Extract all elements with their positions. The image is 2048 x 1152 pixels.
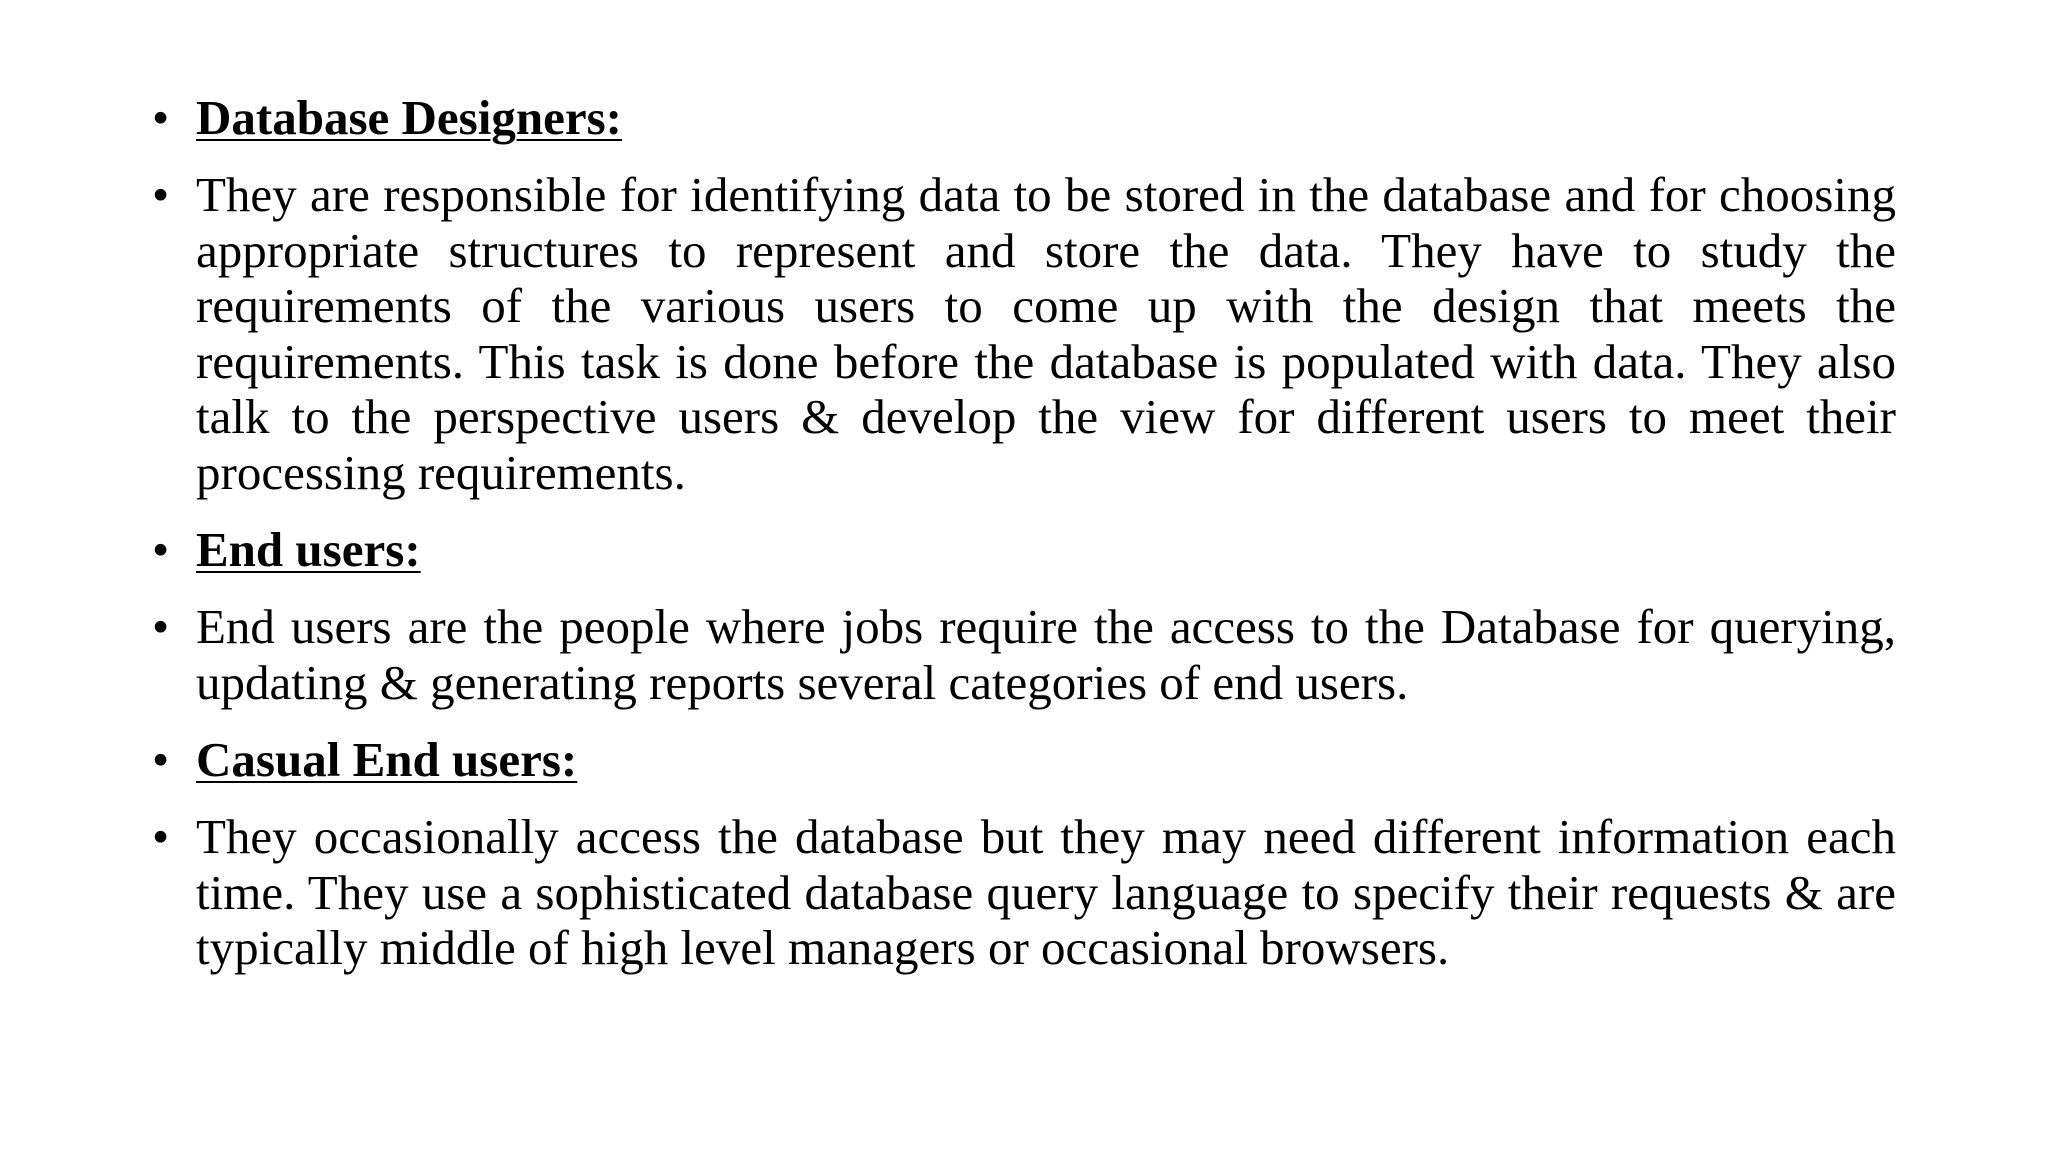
bullet-item-heading-end-users (152, 522, 1896, 578)
bullet-list (152, 90, 1896, 976)
slide-content (152, 90, 1896, 997)
bullet-item-heading-database-designers (152, 90, 1896, 146)
bullet-item-body (152, 167, 1896, 501)
bullet-icon: • (152, 167, 170, 223)
body-paragraph: End users are the people where jobs require the access to the Database for querying, updating & generating reports several categories of end users. (196, 599, 1896, 710)
section-heading: End users: (196, 522, 421, 578)
bullet-icon: • (152, 522, 170, 578)
section-heading: Casual End users: (196, 731, 578, 787)
bullet-icon: • (152, 599, 170, 655)
bullet-item-heading-casual-end-users (152, 732, 1896, 788)
bullet-icon: • (152, 90, 170, 145)
bullet-icon: • (152, 809, 170, 865)
bullet-icon: • (152, 731, 170, 787)
bullet-item-body (152, 599, 1896, 710)
bullet-item-body (152, 809, 1896, 976)
body-paragraph: They are responsible for identifying data to be stored in the database and for choosing appropriate structures to represent and store the data. They have to study the requirements of the various users to come up with the design that meets the requirements. This task is done before the database is populated with data. They also talk to the perspective users & develop the view for different users to meet their processing requirements. (196, 167, 1896, 501)
body-paragraph: They occasionally access the database but they may need different information each time. They use a sophisticated database query language to specify their requests & are typically middle of high level managers or occasional browsers. (196, 809, 1896, 976)
section-heading: Database Designers: (196, 90, 622, 145)
